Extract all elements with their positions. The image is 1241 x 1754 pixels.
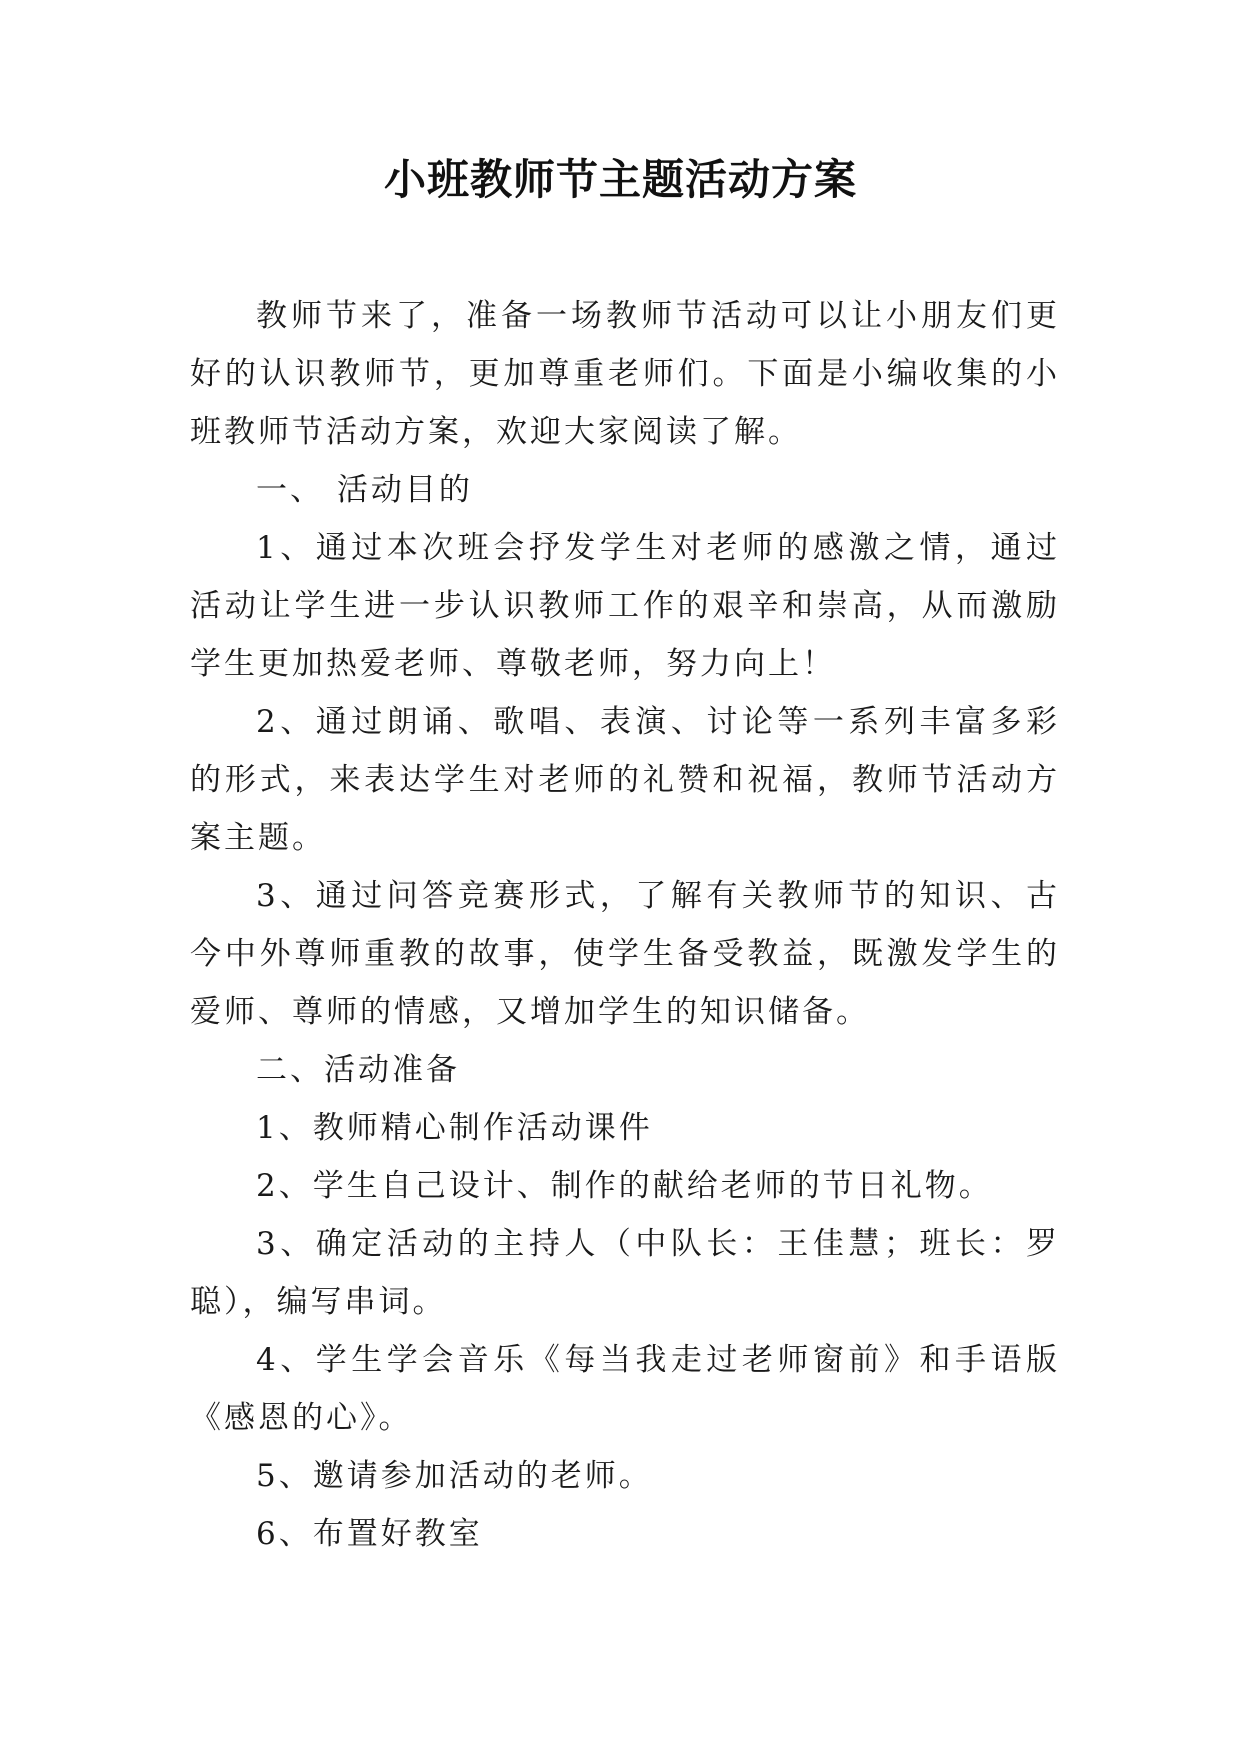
document-title: 小班教师节主题活动方案	[383, 155, 857, 204]
preparation-item-2: 2、学生自己设计、制作的献给老师的节日礼物。	[256, 1168, 993, 1204]
preparation-item-4: 4、学生学会音乐《每当我走过老师窗前》和手语版《感恩的心》。	[190, 1342, 1060, 1436]
preparation-item-3: 3、确定活动的主持人（中队长：王佳慧；班长：罗聪），编写串词。	[190, 1226, 1060, 1320]
section-heading-preparation: 二、活动准备	[256, 1052, 460, 1088]
preparation-item-5: 5、邀请参加活动的老师。	[256, 1458, 653, 1494]
section-heading-purpose: 一、 活动目的	[256, 472, 473, 508]
purpose-item-3: 3、通过问答竞赛形式，了解有关教师节的知识、古今中外尊师重教的故事，使学生备受教益，既激发学生的爱师、尊师的情感，又增加学生的知识储备。	[190, 878, 1060, 1030]
document-body	[190, 287, 1060, 1563]
preparation-item-6: 6、布置好教室	[256, 1516, 483, 1552]
purpose-item-1: 1、通过本次班会抒发学生对老师的感激之情，通过活动让学生进一步认识教师工作的艰辛和崇高，从而激励学生更加热爱老师、尊敬老师，努力向上！	[190, 530, 1060, 682]
preparation-item-1: 1、教师精心制作活动课件	[256, 1110, 653, 1146]
intro-paragraph: 教师节来了，准备一场教师节活动可以让小朋友们更好的认识教师节，更加尊重老师们。下面是小编收集的小班教师节活动方案，欢迎大家阅读了解。	[190, 298, 1060, 450]
purpose-item-2: 2、通过朗诵、歌唱、表演、讨论等一系列丰富多彩的形式，来表达学生对老师的礼赞和祝福，教师节活动方案主题。	[190, 704, 1060, 856]
